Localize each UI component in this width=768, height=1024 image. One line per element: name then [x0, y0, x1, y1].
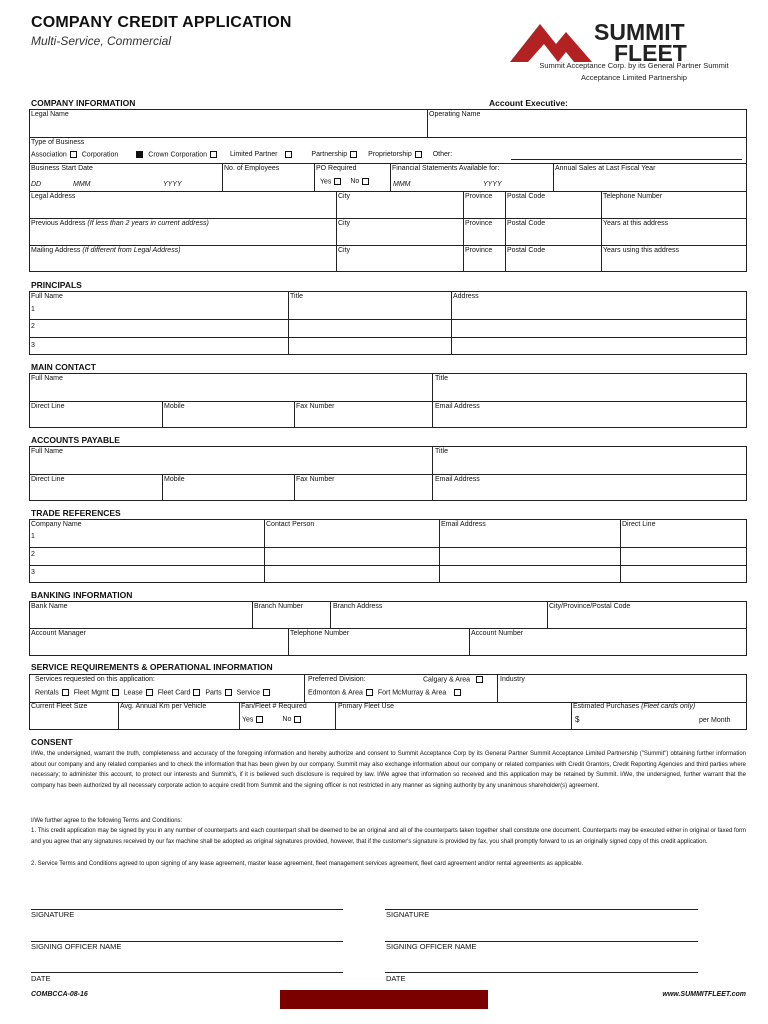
- section-banking-information: BANKING INFORMATION: [31, 590, 133, 600]
- po-yes-checkbox[interactable]: [334, 178, 341, 185]
- summit-fleet-logo: [510, 18, 746, 64]
- checkbox-partnership[interactable]: [285, 151, 292, 158]
- city-prov-postal-label: City/Province/Postal Code: [549, 603, 631, 610]
- type-partnership-label: Partnership: [311, 151, 348, 159]
- fan-required-label: Fan/Fleet # Required: [241, 703, 307, 710]
- date-line-right[interactable]: [385, 972, 698, 973]
- principals-row-2: 2: [31, 323, 35, 330]
- fan-no-checkbox[interactable]: [294, 716, 301, 723]
- legal-province-label: Province: [465, 193, 493, 200]
- fan-options: Yes No: [242, 716, 304, 723]
- financial-statements-label: Financial Statements Available for:: [392, 165, 500, 172]
- checkbox-parts[interactable]: [225, 689, 232, 696]
- website-link[interactable]: www.SUMMITFLEET.com: [662, 991, 746, 998]
- ap-direct-label: Direct Line: [31, 476, 65, 483]
- legal-city-label: City: [338, 193, 351, 200]
- trade-references-grid: [29, 519, 747, 583]
- page-title: COMPANY CREDIT APPLICATION: [31, 14, 292, 31]
- terms-item-1: 1. This credit application may be signed by you in any number of counterparts and each counterpart shall be deemed to be an original and all of the counterparts taken together shall constitute one document. Counterparts may be executed either in original or faxed form and you agree that any signatures received by our fax machine shall be adopted as original signatures provided, however, that if the customer's signature is provided by fax, you shall promptly forward to us an originally signed copy of this credit application.: [31, 828, 746, 845]
- checkbox-corporation[interactable]: [70, 151, 77, 158]
- telephone-label: Telephone Number: [603, 193, 663, 200]
- signature-line-left[interactable]: [31, 909, 343, 910]
- bank-name-label: Bank Name: [31, 603, 68, 610]
- tr-row-2: 2: [31, 551, 35, 558]
- mc-direct-label: Direct Line: [31, 403, 65, 410]
- current-fleet-size-label: Current Fleet Size: [31, 703, 88, 710]
- prev-postal-label: Postal Code: [507, 220, 546, 227]
- type-proprietorship-label: Proprietorship: [368, 151, 412, 159]
- mc-email-label: Email Address: [435, 403, 480, 410]
- form-code: COMBCCA-08-16: [31, 991, 88, 998]
- section-principals: PRINCIPALS: [31, 280, 82, 290]
- checkbox-fleet-mgmt[interactable]: [112, 689, 119, 696]
- tr-contact-label: Contact Person: [266, 521, 315, 528]
- officer-label-left: SIGNING OFFICER NAME: [31, 942, 122, 951]
- date-label-left: DATE: [31, 974, 51, 983]
- business-type-options: [31, 151, 452, 158]
- tr-row-1: 1: [31, 533, 35, 540]
- type-crown-label: Crown Corporation: [148, 151, 208, 159]
- tr-direct-label: Direct Line: [622, 521, 656, 528]
- edmonton-option: Edmonton & Area Fort McMurray & Area: [308, 689, 464, 696]
- branch-address-label: Branch Address: [333, 603, 383, 610]
- checkbox-crown-corporation[interactable]: [136, 151, 143, 158]
- checkbox-rentals[interactable]: [62, 689, 69, 696]
- po-no-label: No: [350, 178, 360, 186]
- terms-intro: I/We further agree to the following Terms and Conditions:: [31, 818, 183, 824]
- mc-full-name-label: Full Name: [31, 375, 63, 382]
- page-subtitle: Multi-Service, Commercial: [31, 34, 172, 48]
- principals-full-name-label: Full Name: [31, 293, 63, 300]
- branch-number-label: Branch Number: [254, 603, 304, 610]
- po-yes-label: Yes: [320, 178, 332, 186]
- mc-mobile-label: Mobile: [164, 403, 185, 410]
- legal-name-label: Legal Name: [31, 111, 69, 118]
- tr-row-3: 3: [31, 569, 35, 576]
- start-dd: DD: [31, 181, 42, 188]
- logo-subtitle: Summit Acceptance Corp. by its General Partner Summit Acceptance Limited Partnership: [539, 61, 729, 82]
- annual-sales-label: Annual Sales at Last Fiscal Year: [555, 165, 656, 172]
- industry-label: Industry: [500, 676, 525, 683]
- date-line-left[interactable]: [31, 972, 343, 973]
- bank-telephone-label: Telephone Number: [290, 630, 350, 637]
- business-start-label: Business Start Date: [31, 165, 93, 172]
- date-label-right: DATE: [386, 974, 406, 983]
- years-at-label: Years at this address: [603, 220, 669, 227]
- checkbox-proprietorship[interactable]: [350, 151, 357, 158]
- po-options: [320, 178, 372, 185]
- service-rentals-label: Rentals: [35, 689, 59, 697]
- type-other-label: Other:: [432, 151, 453, 159]
- mail-province-label: Province: [465, 247, 493, 254]
- ap-fax-label: Fax Number: [296, 476, 335, 483]
- services-requested-label: Services requested on this application:: [35, 676, 155, 683]
- account-executive-label: Account Executive:: [489, 98, 568, 108]
- po-required-label: PO Required: [316, 165, 357, 172]
- years-using-label: Years using this address: [603, 247, 680, 254]
- principals-address-label: Address: [453, 293, 479, 300]
- principals-row-1: 1: [31, 306, 35, 313]
- signature-label-left: SIGNATURE: [31, 910, 75, 919]
- service-options: [35, 689, 273, 696]
- mail-city-label: City: [338, 247, 351, 254]
- legal-postal-label: Postal Code: [507, 193, 546, 200]
- mc-title-label: Title: [435, 375, 448, 382]
- checkbox-limited-partner[interactable]: [210, 151, 217, 158]
- checkbox-calgary[interactable]: [476, 676, 483, 683]
- logo-text-fleet: FLEET: [614, 40, 687, 64]
- type-limited-label: Limited Partner: [229, 151, 278, 159]
- start-yyyy: YYYY: [163, 181, 182, 188]
- consent-paragraph: I/We, the undersigned, warrant the truth, completeness and accuracy of the foregoing information and hereby authorize and consent to Summit Acceptance Corp by its General Partner Summit Acceptance Limited Partnership ("Summit") obtaining further information about our company and any related companies and to check the information that has been given by our company. Summit may also exchange information about our company or related companies with Credit Grantors, Credit Reporting Agencies and third parties where necessary; to administer this account, to protect our interests and Summit's, if it is believed such disclosure is required by law. I/We agree that information so received and this application may be retained by Summit. I/We, the undersigned, further warrant that the company has been authorized by all necessary corporate action to acquire credit from Summit and the signing officer is not restricted in any manner as signing authority by any unanimous shareholder(s) agreement.: [31, 751, 746, 789]
- preferred-division-label: Preferred Division:: [308, 676, 366, 683]
- section-consent: CONSENT: [31, 737, 73, 747]
- submit-bar[interactable]: [280, 990, 488, 1009]
- dollar-sign: $: [575, 715, 580, 724]
- ap-title-label: Title: [435, 448, 448, 455]
- per-month-label: per Month: [699, 717, 731, 724]
- calgary-option: Calgary & Area: [423, 676, 486, 683]
- fin-mmm: MMM: [393, 181, 411, 188]
- primary-fleet-use-label: Primary Fleet Use: [338, 703, 395, 710]
- start-mmm: MMM: [73, 181, 91, 188]
- operating-name-label: Operating Name: [429, 111, 481, 118]
- service-service-label: Service: [236, 689, 260, 697]
- checkbox-lease[interactable]: [146, 689, 153, 696]
- service-parts-label: Parts: [205, 689, 222, 697]
- estimated-purchases-label: Estimated Purchases (Fleet cards only): [573, 703, 696, 710]
- principals-row-3: 3: [31, 342, 35, 349]
- service-fleet-mgmt-label: Fleet Mgmt: [73, 689, 109, 697]
- section-company-information: COMPANY INFORMATION: [31, 98, 136, 108]
- tr-email-label: Email Address: [441, 521, 486, 528]
- mailing-address-label: Mailing Address (If different from Legal Address): [31, 247, 181, 254]
- mail-postal-label: Postal Code: [507, 247, 546, 254]
- checkbox-other[interactable]: [415, 151, 422, 158]
- checkbox-edmonton[interactable]: [366, 689, 373, 696]
- fin-yyyy: YYYY: [483, 181, 502, 188]
- ap-full-name-label: Full Name: [31, 448, 63, 455]
- principals-title-label: Title: [290, 293, 303, 300]
- section-accounts-payable: ACCOUNTS PAYABLE: [31, 435, 120, 445]
- checkbox-fort-mcmurray[interactable]: [454, 689, 461, 696]
- other-type-field[interactable]: [511, 159, 742, 160]
- service-lease-label: Lease: [123, 689, 143, 697]
- logo-text-summit: SUMMIT: [594, 19, 685, 45]
- type-corporation-label: Corporation: [81, 151, 119, 159]
- signature-line-right[interactable]: [385, 909, 698, 910]
- type-association-label: Association: [31, 151, 67, 159]
- checkbox-service[interactable]: [263, 689, 270, 696]
- avg-km-label: Avg. Annual Km per Vehicle: [120, 703, 207, 710]
- po-no-checkbox[interactable]: [362, 178, 369, 185]
- section-main-contact: MAIN CONTACT: [31, 362, 96, 372]
- section-trade-references: TRADE REFERENCES: [31, 508, 121, 518]
- service-fleet-card-label: Fleet Card: [157, 689, 191, 697]
- prev-province-label: Province: [465, 220, 493, 227]
- signature-label-right: SIGNATURE: [386, 910, 430, 919]
- previous-address-label: Previous Address (If less than 2 years in current address): [31, 220, 209, 227]
- terms-item-2: 2. Service Terms and Conditions agreed to upon signing of any lease agreement, master lease agreement, fleet management services agreement, fleet card agreement and/or rental agreements as applicable.: [31, 861, 584, 867]
- employees-label: No. of Employees: [224, 165, 280, 172]
- account-manager-label: Account Manager: [31, 630, 86, 637]
- mountain-logo-icon: [510, 24, 592, 62]
- mc-fax-label: Fax Number: [296, 403, 335, 410]
- type-of-business-label: Type of Business: [31, 139, 85, 146]
- account-number-label: Account Number: [471, 630, 524, 637]
- tr-company-label: Company Name: [31, 521, 82, 528]
- prev-city-label: City: [338, 220, 351, 227]
- legal-address-label: Legal Address: [31, 193, 76, 200]
- ap-mobile-label: Mobile: [164, 476, 185, 483]
- fan-yes-checkbox[interactable]: [256, 716, 263, 723]
- section-service-requirements: SERVICE REQUIREMENTS & OPERATIONAL INFORMATION: [31, 662, 273, 672]
- checkbox-fleet-card[interactable]: [193, 689, 200, 696]
- officer-label-right: SIGNING OFFICER NAME: [386, 942, 477, 951]
- principals-grid: [29, 291, 747, 355]
- ap-email-label: Email Address: [435, 476, 480, 483]
